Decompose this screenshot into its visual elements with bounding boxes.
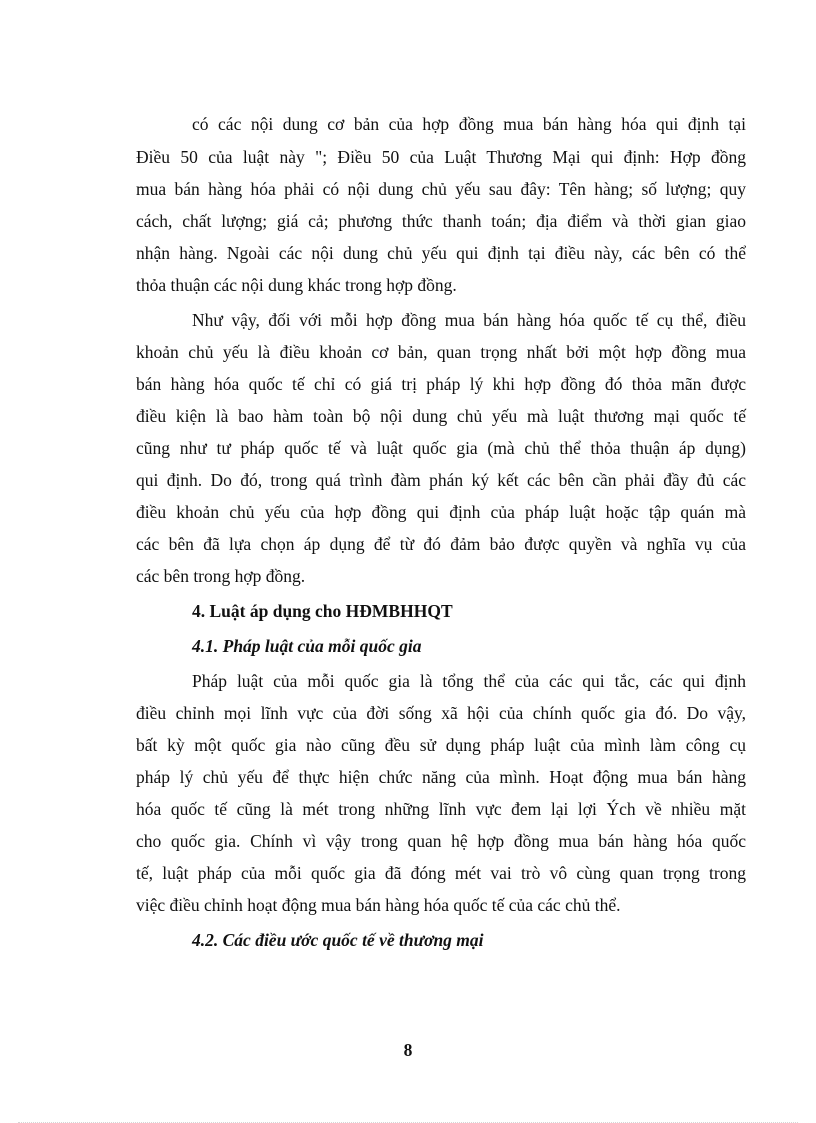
paragraph-line: các bên đã lựa chọn áp dụng để từ đó đảm bảo được quyền và nghĩa vụ của xyxy=(136,534,746,554)
subsection-heading: 4.2. Các điều ước quốc tế về thương mại xyxy=(192,930,484,950)
paragraph-line: cách, chất lượng; giá cả; phương thức thanh toán; địa điểm và thời gian giao xyxy=(136,211,746,231)
paragraph-line: điều khoản chủ yếu của hợp đồng qui định của pháp luật hoặc tập quán mà xyxy=(136,502,746,522)
paragraph-line: điều chỉnh mọi lĩnh vực của đời sống xã hội của chính quốc gia đó. Do vậy, xyxy=(136,703,746,723)
paragraph-line: cho quốc gia. Chính vì vậy trong quan hệ hợp đồng mua bán hàng hóa quốc xyxy=(136,831,746,851)
paragraph-line: pháp lý chủ yếu để thực hiện chức năng của mình. Hoạt động mua bán hàng xyxy=(136,767,746,787)
paragraph-line: bán hàng hóa quốc tế chỉ có giá trị pháp lý khi hợp đồng đó thỏa mãn được xyxy=(136,374,746,394)
paragraph-line: điều kiện là bao hàm toàn bộ nội dung chủ yếu mà luật thương mại quốc tế xyxy=(136,406,746,426)
paragraph-line: nhận hàng. Ngoài các nội dung chủ yếu qui định tại điều này, các bên có thể xyxy=(136,243,746,263)
paragraph-line: Pháp luật của mỗi quốc gia là tổng thể của các qui tắc, các qui định xyxy=(192,671,746,691)
paragraph-line: hóa quốc tế cũng là mét trong những lĩnh vực đem lại lợi Ých về nhiều mặt xyxy=(136,799,746,819)
paragraph-line: thỏa thuận các nội dung khác trong hợp đồng. xyxy=(136,275,457,295)
paragraph-line: có các nội dung cơ bản của hợp đồng mua bán hàng hóa qui định tại xyxy=(192,114,746,134)
paragraph-line: mua bán hàng hóa phải có nội dung chủ yếu sau đây: Tên hàng; số lượng; quy xyxy=(136,179,746,199)
paragraph-line: qui định. Do đó, trong quá trình đàm phán ký kết các bên cần phải đầy đủ các xyxy=(136,470,746,490)
paragraph-line: tế, luật pháp của mỗi quốc gia đã đóng mét vai trò vô cùng quan trọng trong xyxy=(136,863,746,883)
page-number: 8 xyxy=(403,1040,413,1060)
subsection-heading: 4.1. Pháp luật của mỗi quốc gia xyxy=(192,636,422,656)
section-heading: 4. Luật áp dụng cho HĐMBHHQT xyxy=(192,601,453,621)
paragraph-line: Như vậy, đối với mỗi hợp đồng mua bán hàng hóa quốc tế cụ thể, điều xyxy=(192,310,746,330)
paragraph-line: Điều 50 của luật này "; Điều 50 của Luật Thương Mại qui định: Hợp đồng xyxy=(136,147,746,167)
paragraph-line: các bên trong hợp đồng. xyxy=(136,566,306,586)
paragraph-line: khoản chủ yếu là điều khoản cơ bản, quan trọng nhất bởi một hợp đồng mua xyxy=(136,342,746,362)
paragraph-line: bất kỳ một quốc gia nào cũng đều sử dụng pháp luật của mình làm công cụ xyxy=(136,735,746,755)
paragraph-line: cũng như tư pháp quốc tế và luật quốc gia (mà chủ thể thỏa thuận áp dụng) xyxy=(136,438,746,458)
paragraph-line: việc điều chỉnh hoạt động mua bán hàng hóa quốc tế của các chủ thể. xyxy=(136,895,621,915)
